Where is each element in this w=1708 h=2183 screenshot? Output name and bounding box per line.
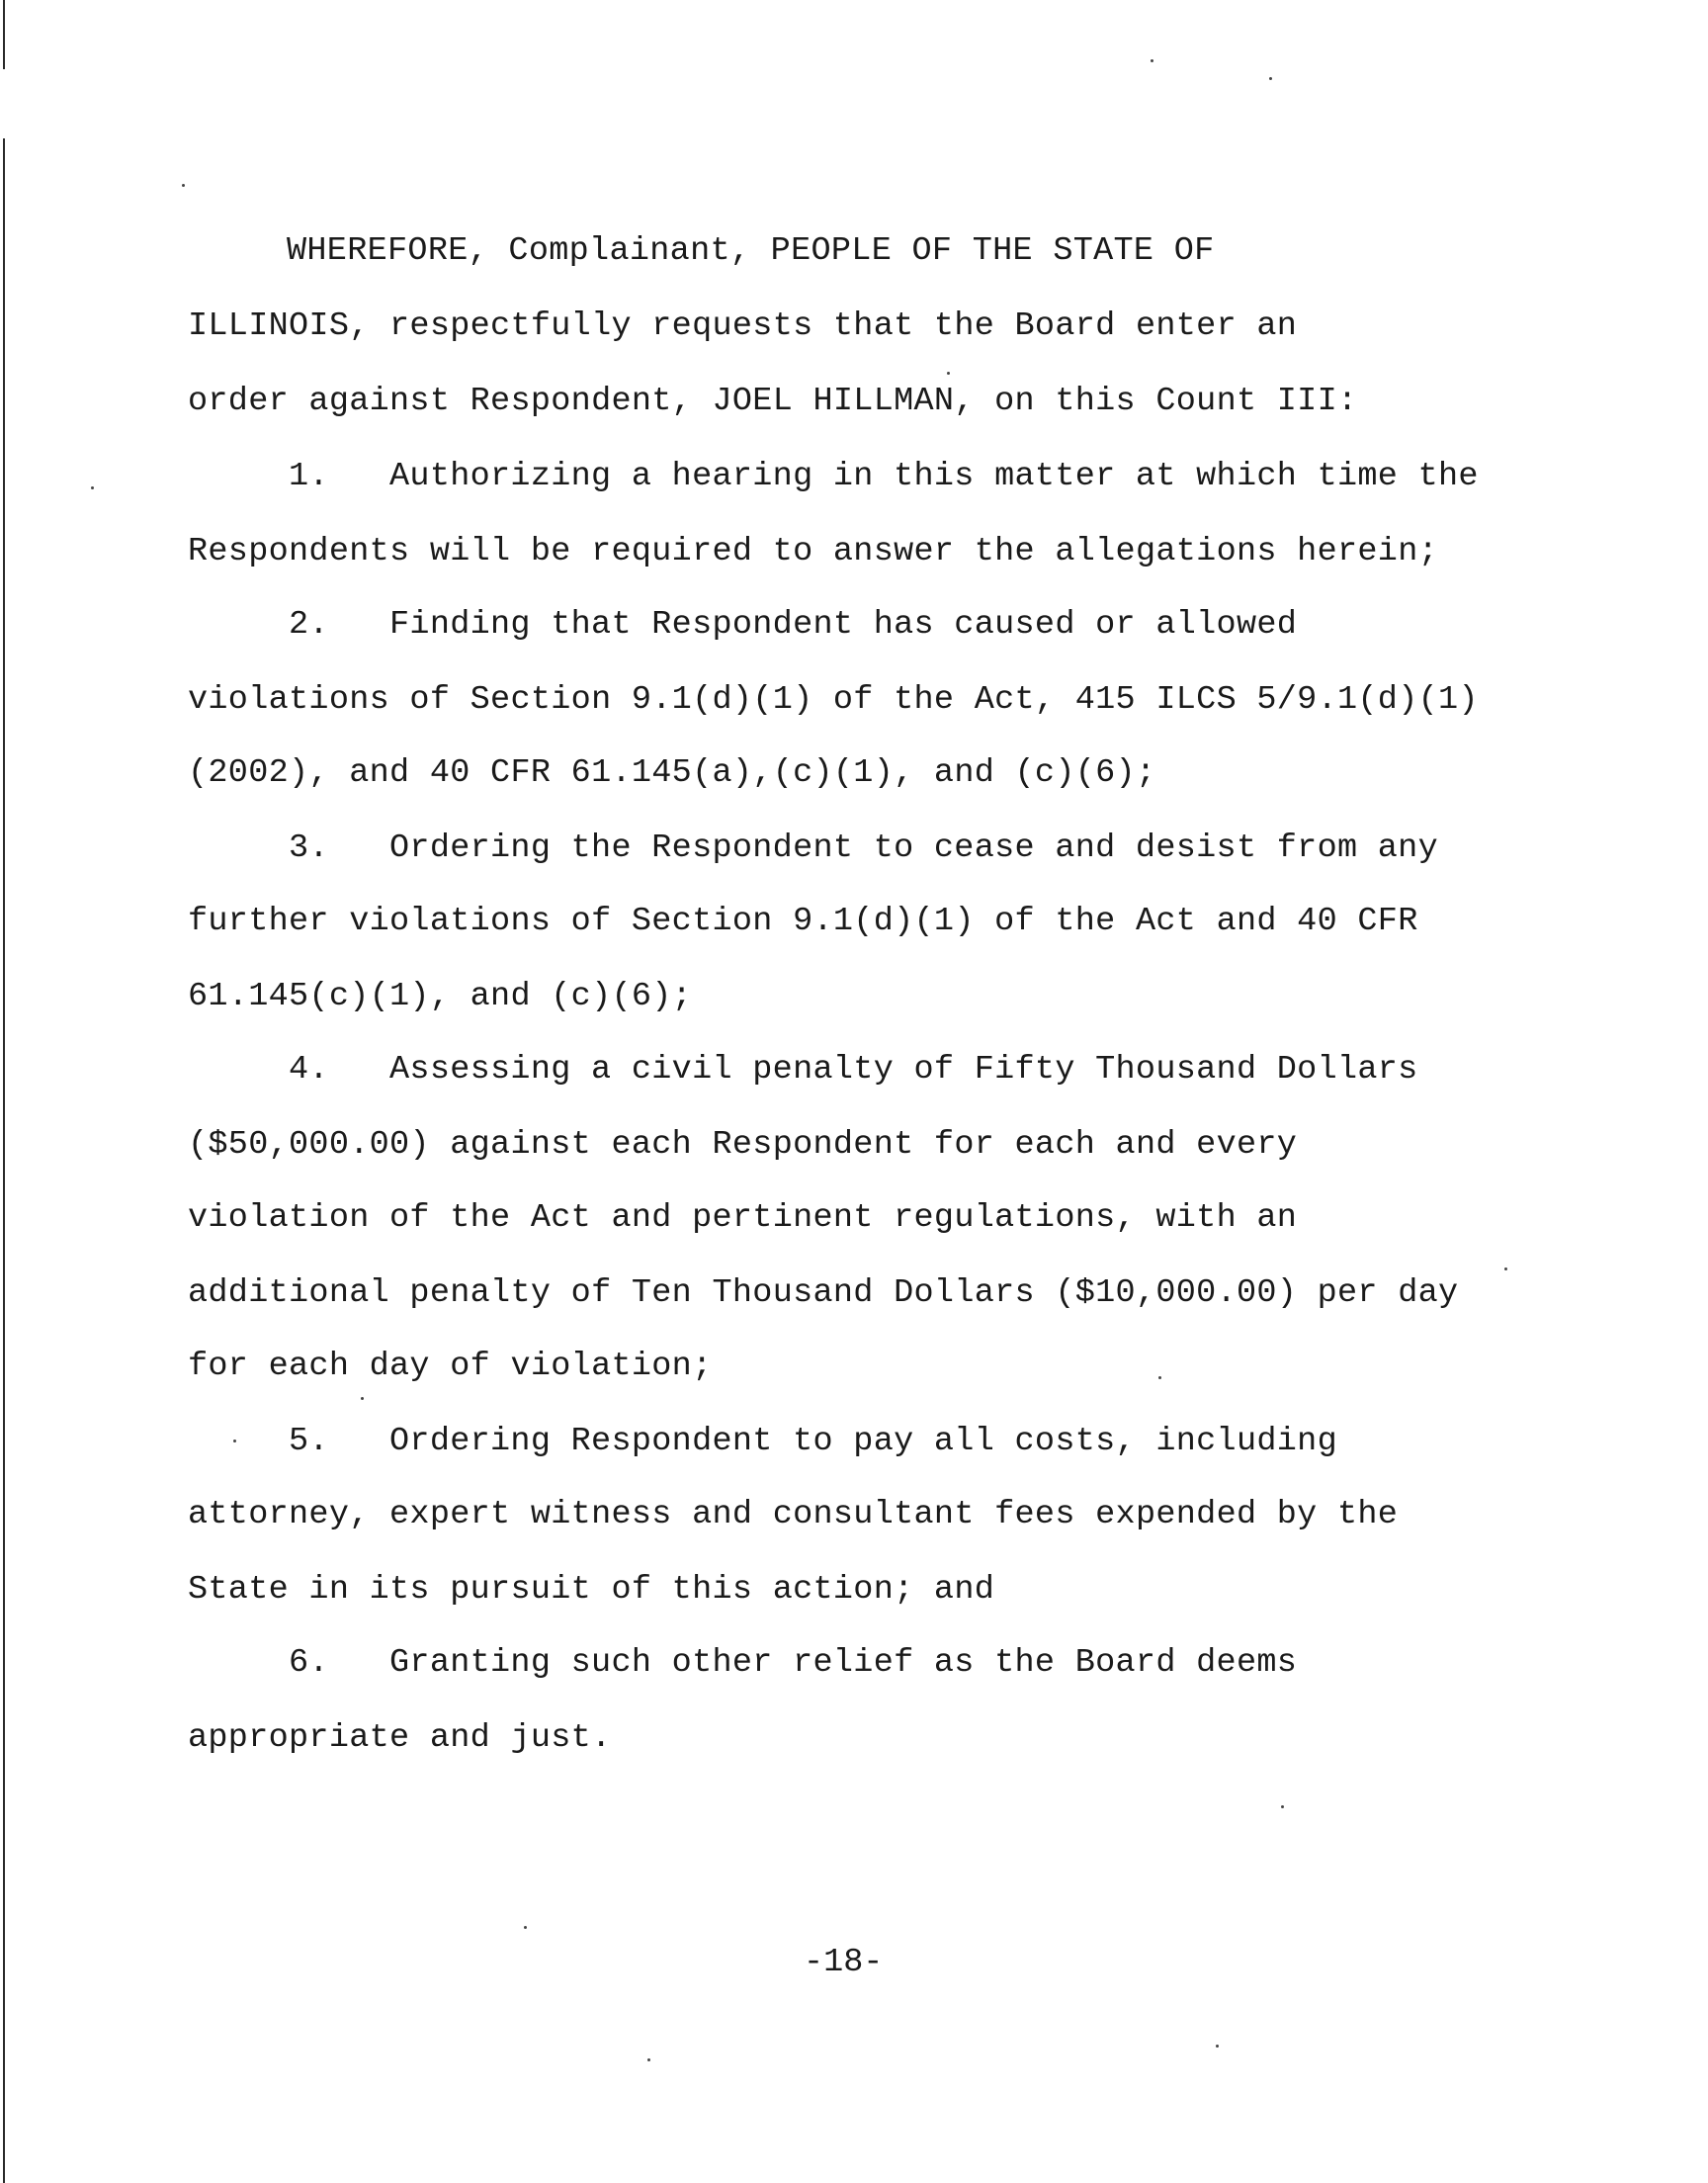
text-line: 1. Authorizing a hearing in this matter at which time the	[289, 458, 1479, 495]
text-line: ($50,000.00) against each Respondent for each and every	[188, 1126, 1298, 1164]
text-line: order against Respondent, JOEL HILLMAN, on this Count III:	[188, 383, 1358, 420]
scan-edge-mark	[3, 0, 5, 69]
text-line: appropriate and just.	[188, 1719, 612, 1757]
scan-speck	[524, 1926, 527, 1929]
text-line: 2. Finding that Respondent has caused or allowed	[289, 606, 1298, 644]
text-line: ILLINOIS, respectfully requests that the Board enter an	[188, 307, 1298, 345]
text-line: Respondents will be required to answer the allegations herein;	[188, 533, 1439, 570]
text-line: 5. Ordering Respondent to pay all costs, including	[289, 1423, 1337, 1460]
scan-speck	[1158, 1376, 1161, 1379]
text-line: 4. Assessing a civil penalty of Fifty Thousand Dollars	[289, 1051, 1418, 1089]
text-line: 6. Granting such other relief as the Board deems	[289, 1644, 1298, 1682]
scan-speck	[947, 372, 950, 375]
text-line: attorney, expert witness and consultant fees expended by the	[188, 1496, 1399, 1533]
scan-speck	[1269, 77, 1272, 80]
text-line: State in its pursuit of this action; and	[188, 1571, 995, 1609]
text-line: violation of the Act and pertinent regulations, with an	[188, 1199, 1298, 1237]
page-number: -18-	[804, 1944, 884, 1981]
text-line: (2002), and 40 CFR 61.145(a),(c)(1), and (c)(6);	[188, 754, 1156, 792]
text-line: violations of Section 9.1(d)(1) of the Act, 415 ILCS 5/9.1(d)(1)	[188, 681, 1479, 719]
scan-speck	[361, 1397, 364, 1400]
scan-speck	[1151, 59, 1153, 62]
scan-speck	[1216, 2045, 1219, 2048]
scan-speck	[91, 486, 94, 489]
text-line: additional penalty of Ten Thousand Dollars ($10,000.00) per day	[188, 1274, 1459, 1312]
text-line: 61.145(c)(1), and (c)(6);	[188, 978, 693, 1015]
scan-speck	[1504, 1267, 1507, 1270]
scan-speck	[233, 1440, 236, 1442]
scan-speck	[647, 2058, 650, 2061]
scan-speck	[1281, 1805, 1284, 1808]
text-line: for each day of violation;	[188, 1348, 713, 1385]
text-line: WHEREFORE, Complainant, PEOPLE OF THE STATE OF	[287, 232, 1215, 270]
scan-edge-mark	[3, 138, 5, 2183]
text-line: further violations of Section 9.1(d)(1) of the Act and 40 CFR	[188, 903, 1418, 940]
scan-speck	[182, 184, 185, 187]
text-line: 3. Ordering the Respondent to cease and desist from any	[289, 830, 1438, 867]
